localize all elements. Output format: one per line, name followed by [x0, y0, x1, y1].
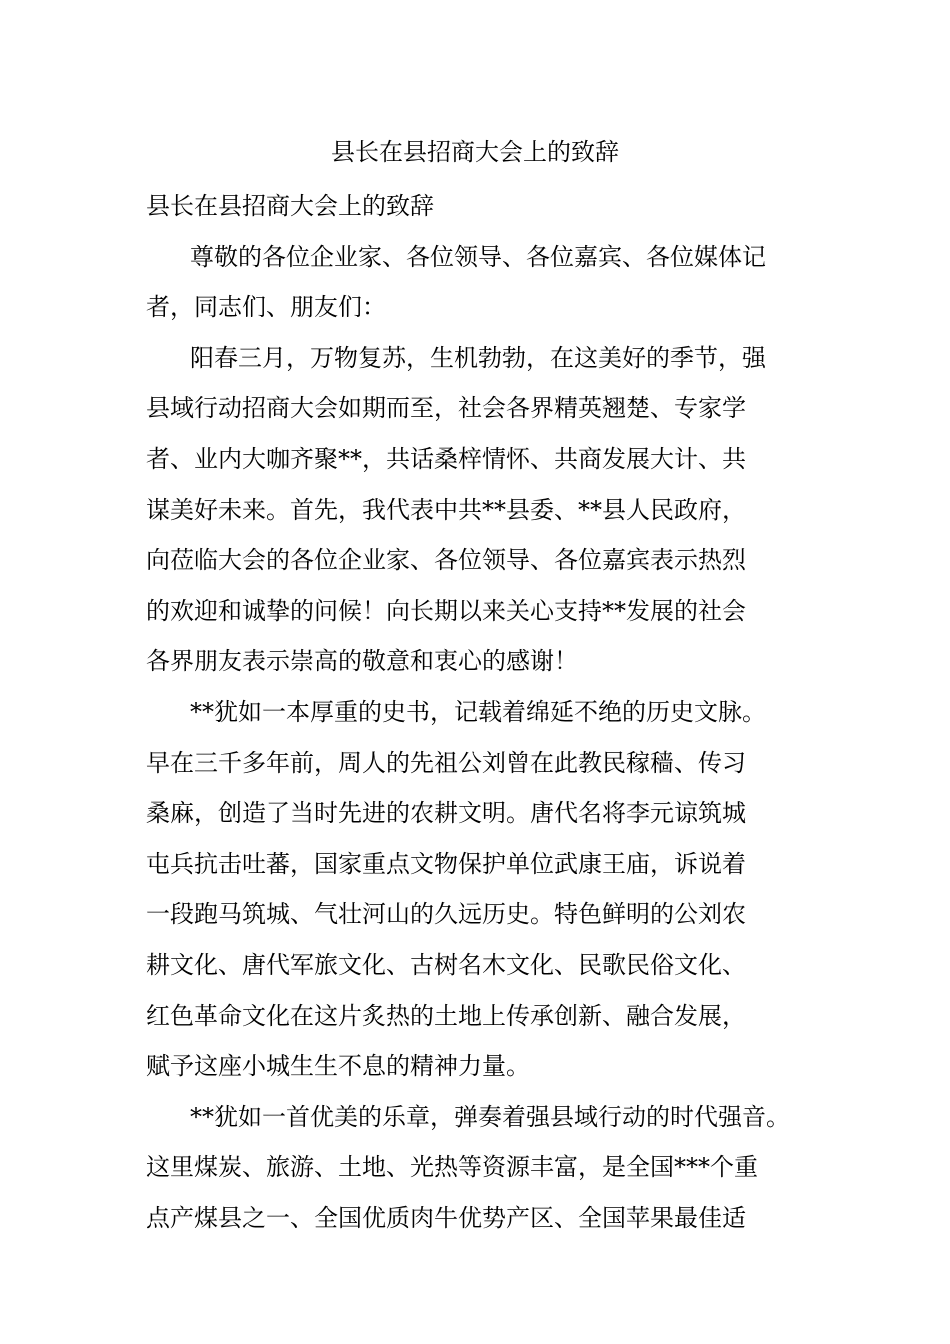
text-line: 尊敬的各位企业家、各位领导、各位嘉宾、各位媒体记 [190, 242, 766, 271]
document-body [146, 181, 826, 1243]
text-line: 屯兵抗击吐蕃，国家重点文物保护单位武康王庙，诉说着 [146, 849, 746, 878]
text-line: 这里煤炭、旅游、土地、光热等资源丰富，是全国***个重 [146, 1153, 758, 1182]
text-line: 向莅临大会的各位企业家、各位领导、各位嘉宾表示热烈 [146, 546, 746, 575]
text-line: 阳春三月，万物复苏，生机勃勃，在这美好的季节，强 [190, 343, 766, 372]
text-line: 耕文化、唐代军旅文化、古树名木文化、民歌民俗文化、 [146, 950, 746, 979]
text-line: 谋美好未来。首先，我代表中共**县委、**县人民政府， [146, 495, 746, 524]
text-line: 者，同志们、朋友们： [146, 293, 386, 322]
document-subtitle: 县长在县招商大会上的致辞 [146, 192, 434, 220]
text-line: 者、业内大咖齐聚**，共话桑梓情怀、共商发展大计、共 [146, 444, 746, 473]
text-line: 早在三千多年前，周人的先祖公刘曾在此教民稼穑、传习 [146, 748, 746, 777]
text-line: 县域行动招商大会如期而至，社会各界精英翘楚、专家学 [146, 394, 746, 423]
text-line: **犹如一本厚重的史书，记载着绵延不绝的历史文脉。 [190, 697, 766, 726]
text-line: 赋予这座小城生生不息的精神力量。 [146, 1052, 530, 1081]
text-line: **犹如一首优美的乐章，弹奏着强县域行动的时代强音。 [190, 1102, 790, 1131]
text-line: 一段跑马筑城、气壮河山的久远历史。特色鲜明的公刘农 [146, 900, 746, 929]
text-line: 红色革命文化在这片炙热的土地上传承创新、融合发展， [146, 1001, 746, 1030]
text-line: 点产煤县之一、全国优质肉牛优势产区、全国苹果最佳适 [146, 1203, 746, 1232]
text-line: 桑麻，创造了当时先进的农耕文明。唐代名将李元谅筑城 [146, 799, 746, 828]
document-title: 县长在县招商大会上的致辞 [331, 138, 619, 166]
text-line: 各界朋友表示崇高的敬意和衷心的感谢！ [146, 647, 578, 676]
text-line: 的欢迎和诚挚的问候！向长期以来关心支持**发展的社会 [146, 596, 746, 625]
